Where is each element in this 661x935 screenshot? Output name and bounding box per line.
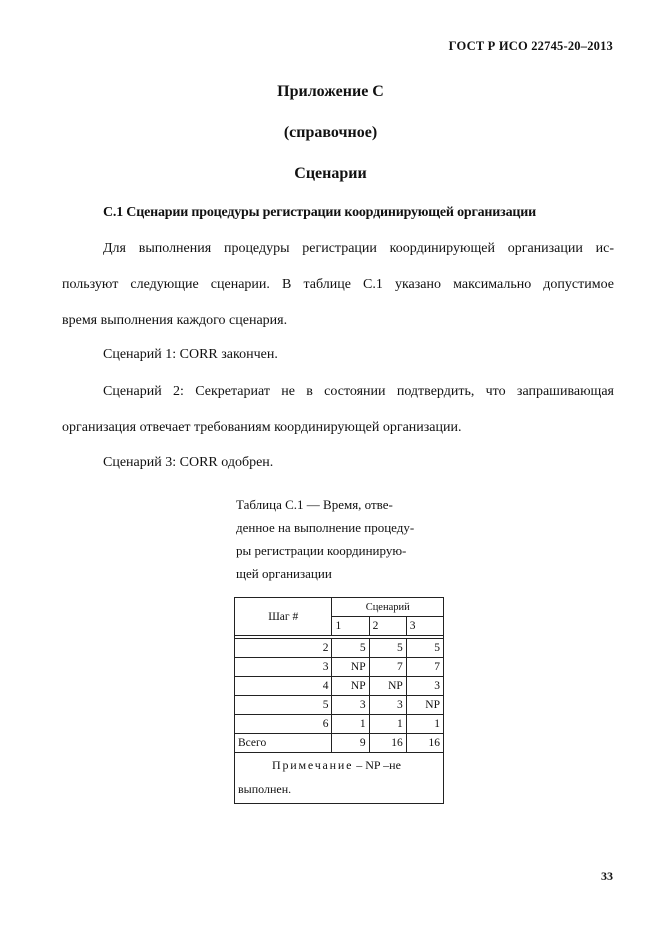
total-value: 9: [332, 734, 369, 753]
table-row: [235, 658, 444, 677]
document-code: ГОСТ Р ИСО 22745-20–2013: [448, 39, 613, 53]
value-cell: 1: [406, 715, 443, 734]
table-note: [235, 753, 444, 804]
value-cell: 3: [332, 696, 369, 715]
value-cell: NP: [332, 677, 369, 696]
table-row: [235, 639, 444, 658]
intro-line-1: Для выполнения процедуры регистрации координирующей организации ис-: [103, 241, 614, 256]
total-label: Всего: [235, 734, 332, 753]
value-cell: NP: [332, 658, 369, 677]
value-cell: NP: [406, 696, 443, 715]
scenario-2-line-1: Сценарий 2: Секретариат не в состоянии подтвердить, что запрашивающая: [103, 384, 614, 399]
appendix-subtitle: (справочное): [283, 124, 378, 141]
note-label: Примечание: [272, 758, 354, 772]
step-header: Шаг #: [235, 598, 332, 636]
value-cell: 3: [369, 696, 406, 715]
table-row: [235, 696, 444, 715]
intro-line-2: пользуют следующие сценарии. В таблице C.1 указано максимально допустимое: [62, 277, 614, 292]
appendix-title: Приложение C: [277, 83, 384, 100]
section-heading: C.1 Сценарии процедуры регистрации координирующей организации: [103, 205, 536, 220]
value-cell: NP: [369, 677, 406, 696]
step-cell: 5: [235, 696, 332, 715]
scenario-1-text: Сценарий 1: CORR закончен.: [103, 347, 278, 362]
value-cell: 3: [406, 677, 443, 696]
value-cell: 1: [332, 715, 369, 734]
total-value: 16: [369, 734, 406, 753]
table-header-row: [235, 598, 444, 617]
step-cell: 6: [235, 715, 332, 734]
scenario-2-paragraph: [62, 374, 614, 446]
scenario-2-line-2: организация отвечает требованиям координирующей организации.: [62, 420, 462, 435]
caption-line-1: Таблица C.1 — Время, отве-: [236, 497, 393, 512]
value-cell: 5: [369, 639, 406, 658]
scenario-header: Сценарий: [332, 598, 444, 617]
table-row: [235, 677, 444, 696]
scenario-time-table: [234, 597, 444, 804]
scenario-col-1: 1: [332, 617, 369, 636]
value-cell: 7: [369, 658, 406, 677]
page-number: 33: [601, 869, 613, 883]
step-cell: 2: [235, 639, 332, 658]
intro-line-3: время выполнения каждого сценария.: [62, 313, 288, 328]
value-cell: 5: [406, 639, 443, 658]
value-cell: 1: [369, 715, 406, 734]
value-cell: 5: [332, 639, 369, 658]
step-cell: 4: [235, 677, 332, 696]
total-value: 16: [406, 734, 443, 753]
caption-line-2: денное на выполнение процеду-: [236, 520, 415, 535]
table-row: [235, 715, 444, 734]
appendix-heading: Сценарии: [294, 165, 367, 182]
scenario-3-text: Сценарий 3: CORR одобрен.: [103, 455, 274, 470]
note-text: – NP –не: [353, 758, 401, 772]
total-row: [235, 734, 444, 753]
value-cell: 7: [406, 658, 443, 677]
scenario-col-2: 2: [369, 617, 406, 636]
caption-line-4: щей организации: [236, 566, 332, 581]
table-caption: [236, 493, 446, 585]
note-line-2: выполнен.: [238, 782, 292, 796]
note-line-1: [238, 753, 440, 777]
note-row: [235, 753, 444, 804]
caption-line-3: ры регистрации координирую-: [236, 543, 407, 558]
step-cell: 3: [235, 658, 332, 677]
intro-paragraph: [62, 231, 614, 339]
scenario-col-3: 3: [406, 617, 443, 636]
